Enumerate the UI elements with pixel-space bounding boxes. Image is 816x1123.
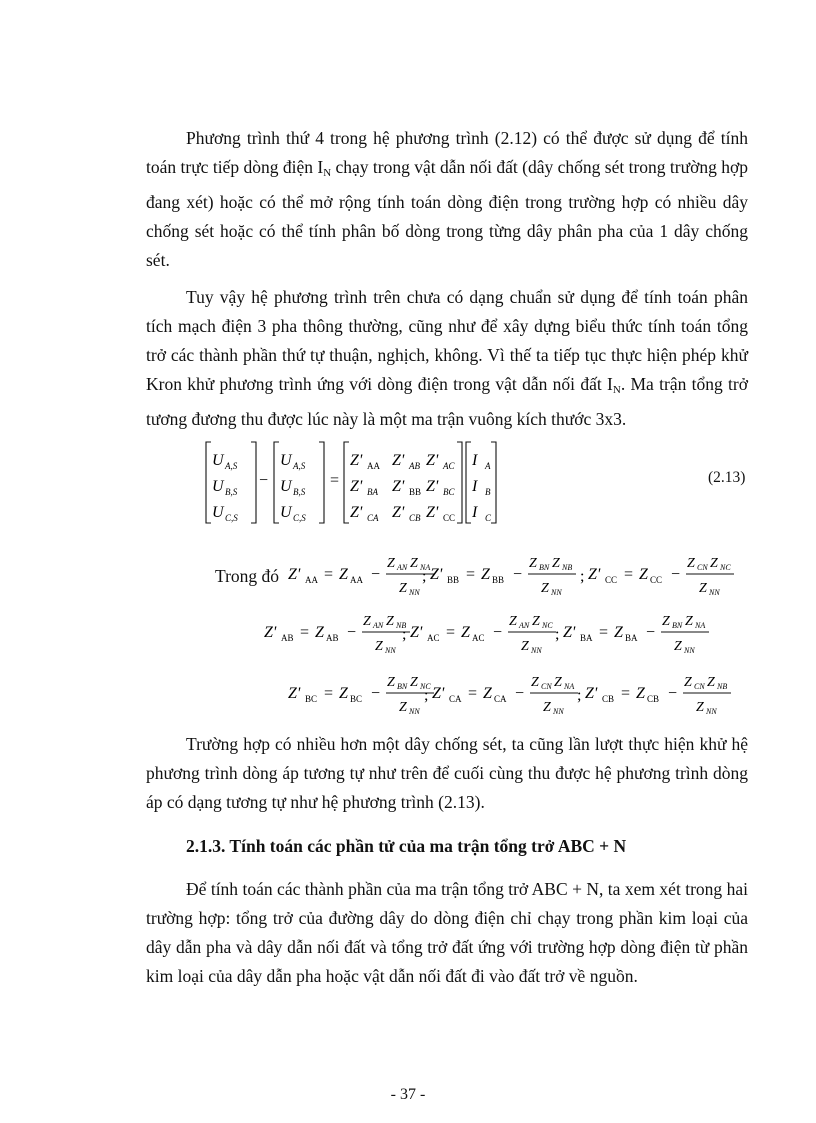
separator: ; xyxy=(424,687,429,704)
denominator-sub: NN xyxy=(684,646,695,655)
where-label: Trong đó xyxy=(215,566,280,586)
formula-lhs-subscript: BB xyxy=(447,575,460,585)
equals-sign: = xyxy=(446,624,456,641)
matrix-entry: Z' xyxy=(426,504,439,521)
matrix-entry: Z' xyxy=(392,452,405,469)
vector-entry: U xyxy=(212,478,224,495)
formula-bc xyxy=(288,675,434,716)
formula-lhs: Z' xyxy=(288,566,301,583)
numerator-z1: Z xyxy=(662,614,670,629)
paragraph-4: Để tính toán các thành phần của ma trận tổng trở ABC + N, ta xem xét trong hai trường hợp: tổng trở của đường dây do dòng điện chỉ chạy trong phần kim loại của dây dẫn pha và dây dẫn nối đất và tổng trở đất ứng với trường hợp dòng điện từ phần kim loại của dây dẫn pha hoặc vật dẫn nối đất đi vào đất trở về nguồn. xyxy=(146,879,748,986)
denominator-sub: NN xyxy=(409,588,420,597)
matrix-subscript: CC xyxy=(443,513,456,523)
formula-lhs: Z' xyxy=(410,624,423,641)
numerator-sub1: CN xyxy=(697,563,708,572)
formula-z-subscript: CB xyxy=(647,694,660,704)
formula-z-subscript: CC xyxy=(650,575,663,585)
vector-entry: I xyxy=(472,504,478,521)
formula-z: Z xyxy=(461,624,470,641)
numerator-z1: Z xyxy=(684,675,692,690)
numerator-z2: Z xyxy=(710,556,718,571)
denominator-z: Z xyxy=(541,581,549,596)
formula-z: Z xyxy=(614,624,623,641)
denominator-z: Z xyxy=(399,700,407,715)
numerator-z1: Z xyxy=(531,675,539,690)
formula-cb xyxy=(577,675,731,716)
formula-lhs-subscript: AC xyxy=(427,633,440,643)
vector-subscript: C xyxy=(485,513,492,523)
denominator-z: Z xyxy=(399,581,407,596)
matrix-subscript: AA xyxy=(367,461,380,471)
vector-subscript: C,S xyxy=(225,513,238,523)
formula-lhs-subscript: AB xyxy=(281,633,294,643)
vector-subscript: C,S xyxy=(293,513,306,523)
vector-entry: U xyxy=(280,452,292,469)
numerator-z2: Z xyxy=(552,556,560,571)
denominator-sub: NN xyxy=(531,646,542,655)
formula-ac xyxy=(402,614,556,655)
minus-sign: − xyxy=(671,566,681,583)
separator: ; xyxy=(402,626,407,643)
numerator-z2: Z xyxy=(532,614,540,629)
matrix-subscript: AC xyxy=(443,461,455,471)
denominator-z: Z xyxy=(375,639,383,654)
numerator-sub1: BN xyxy=(672,621,683,630)
numerator-z1: Z xyxy=(387,556,395,571)
numerator-sub2: NB xyxy=(717,682,728,691)
denominator-sub: NN xyxy=(551,588,562,597)
equals-sign: = xyxy=(466,566,476,583)
formula-bb xyxy=(422,556,576,597)
paragraph-2: Tuy vậy hệ phương trình trên chưa có dạng chuẩn sử dụng để tính toán phân tích mạch điện 3 pha thông thường, cũng như để xây dựng biểu thức tính toán tổng trở các thành phần thứ tự thuận, nghịch, không. Vì thế ta tiếp tục thực hiện phép khử Kron khử phương trình ứng với dòng điện trong vật dẫn nối đất $I_N$. Ma trận tổng trở tương đương thu được lúc này là một ma trận vuông kích thước 3x3. xyxy=(146,287,748,429)
formula-lhs: Z' xyxy=(585,685,598,702)
numerator-z1: Z xyxy=(529,556,537,571)
vector-entry: U xyxy=(280,478,292,495)
minus-sign: − xyxy=(347,624,357,641)
numerator-sub1: CN xyxy=(541,682,552,691)
formula-ba xyxy=(555,614,709,655)
numerator-z2: Z xyxy=(685,614,693,629)
numerator-z2: Z xyxy=(410,675,418,690)
numerator-sub1: AN xyxy=(397,563,408,572)
section-heading: 2.1.3. Tính toán các phần tử của ma trận tổng trở ABC + N xyxy=(186,836,627,856)
denominator-z: Z xyxy=(543,700,551,715)
formula-lhs-subscript: CA xyxy=(449,694,462,704)
minus-sign: − xyxy=(513,566,523,583)
minus-sign: − xyxy=(493,624,503,641)
matrix-entry: Z' xyxy=(350,452,363,469)
formula-z-subscript: BB xyxy=(492,575,505,585)
denominator-z: Z xyxy=(699,581,707,596)
formula-lhs: Z' xyxy=(588,566,601,583)
formula-lhs: Z' xyxy=(432,685,445,702)
denominator-sub: NN xyxy=(409,707,420,716)
formula-z-subscript: BA xyxy=(625,633,638,643)
vector-subscript: A xyxy=(485,461,491,471)
numerator-sub2: NA xyxy=(420,563,431,572)
equals-sign: = xyxy=(330,472,340,489)
minus-sign: − xyxy=(371,566,381,583)
matrix-subscript: BA xyxy=(367,487,378,497)
denominator-z: Z xyxy=(521,639,529,654)
numerator-sub2: NB xyxy=(562,563,573,572)
equals-sign: = xyxy=(468,685,478,702)
formula-z: Z xyxy=(315,624,324,641)
matrix-entry: Z' xyxy=(426,452,439,469)
vector-subscript: B xyxy=(485,487,491,497)
formula-z-subscript: AA xyxy=(350,575,363,585)
formula-z-subscript: AB xyxy=(326,633,339,643)
numerator-sub2: NB xyxy=(396,621,407,630)
matrix-subscript: BC xyxy=(443,487,455,497)
formula-lhs-subscript: AA xyxy=(305,575,318,585)
numerator-z1: Z xyxy=(387,675,395,690)
equals-sign: = xyxy=(324,566,334,583)
matrix-subscript: BB xyxy=(409,487,422,497)
formula-lhs-subscript: BA xyxy=(580,633,593,643)
numerator-sub1: CN xyxy=(694,682,705,691)
equals-sign: = xyxy=(300,624,310,641)
formula-z: Z xyxy=(481,566,490,583)
denominator-sub: NN xyxy=(385,646,396,655)
formula-lhs: Z' xyxy=(563,624,576,641)
numerator-sub1: AN xyxy=(519,621,530,630)
numerator-sub2: NC xyxy=(720,563,731,572)
numerator-sub2: NA xyxy=(564,682,575,691)
formula-lhs: Z' xyxy=(264,624,277,641)
page-number: - 37 - xyxy=(390,1086,426,1103)
vector-subscript: A,S xyxy=(293,461,306,471)
formula-z: Z xyxy=(483,685,492,702)
vector-subscript: B,S xyxy=(293,487,306,497)
separator: ; xyxy=(555,626,560,643)
formula-ca xyxy=(424,675,578,716)
denominator-sub: NN xyxy=(706,707,717,716)
vector-entry: U xyxy=(212,504,224,521)
paragraph-1: Phương trình thứ 4 trong hệ phương trình (2.12) có thể được sử dụng để tính toán trực tiếp dòng điện $I_N$ chạy trong vật dẫn nối đất (dây chống sét trong trường hợp đang xét) hoặc có thể mở rộng tính toán dòng điện trong trường hợp có nhiều dây chống sét hoặc có thể tính phân bố dòng trong từng dây phân pha của 1 dây chống sét. xyxy=(146,128,748,270)
numerator-sub1: BN xyxy=(397,682,408,691)
formula-lhs-subscript: BC xyxy=(305,694,318,704)
numerator-sub2: NC xyxy=(542,621,553,630)
denominator-sub: NN xyxy=(709,588,720,597)
vector-entry: U xyxy=(212,452,224,469)
equals-sign: = xyxy=(621,685,631,702)
formula-z: Z xyxy=(639,566,648,583)
formula-lhs-subscript: CC xyxy=(605,575,618,585)
separator: ; xyxy=(422,568,427,585)
separator: ; xyxy=(580,568,585,585)
numerator-sub1: AN xyxy=(373,621,384,630)
vector-subscript: B,S xyxy=(225,487,238,497)
equation-number: (2.13) xyxy=(708,469,746,486)
formula-z-subscript: AC xyxy=(472,633,485,643)
denominator-sub: NN xyxy=(553,707,564,716)
numerator-z1: Z xyxy=(363,614,371,629)
matrix-entry: Z' xyxy=(350,504,363,521)
equals-sign: = xyxy=(324,685,334,702)
separator: ; xyxy=(577,687,582,704)
matrix-entry: Z' xyxy=(392,478,405,495)
numerator-sub1: BN xyxy=(539,563,550,572)
formula-lhs-subscript: CB xyxy=(602,694,615,704)
numerator-z1: Z xyxy=(687,556,695,571)
numerator-sub2: NA xyxy=(695,621,706,630)
minus-sign: − xyxy=(515,685,525,702)
formula-z-subscript: BC xyxy=(350,694,363,704)
numerator-z2: Z xyxy=(410,556,418,571)
matrix-subscript: CB xyxy=(409,513,421,523)
formula-lhs: Z' xyxy=(288,685,301,702)
vector-entry: U xyxy=(280,504,292,521)
minus-sign: − xyxy=(668,685,678,702)
denominator-z: Z xyxy=(674,639,682,654)
formula-z: Z xyxy=(339,685,348,702)
formula-aa xyxy=(288,556,434,597)
formula-z: Z xyxy=(339,566,348,583)
formula-ab xyxy=(264,614,410,655)
equals-sign: = xyxy=(599,624,609,641)
matrix-entry: Z' xyxy=(350,478,363,495)
numerator-z2: Z xyxy=(554,675,562,690)
denominator-z: Z xyxy=(696,700,704,715)
matrix-subscript: AB xyxy=(409,461,420,471)
equals-sign: = xyxy=(624,566,634,583)
matrix-entry: Z' xyxy=(392,504,405,521)
minus-sign: − xyxy=(371,685,381,702)
paragraph-3: Trường hợp có nhiều hơn một dây chống sét, ta cũng lần lượt thực hiện khử hệ phương trình dòng áp tương tự như trên để cuối cùng thu được hệ phương trình dòng áp có dạng tương tự như hệ phương trình (2.13). xyxy=(146,734,748,812)
formula-z: Z xyxy=(636,685,645,702)
matrix-entry: Z' xyxy=(426,478,439,495)
numerator-z1: Z xyxy=(509,614,517,629)
formula-cc xyxy=(580,556,734,597)
matrix-subscript: CA xyxy=(367,513,379,523)
numerator-z2: Z xyxy=(707,675,715,690)
minus-sign: − xyxy=(259,472,269,489)
vector-entry: I xyxy=(472,478,478,495)
minus-sign: − xyxy=(646,624,656,641)
vector-subscript: A,S xyxy=(225,461,238,471)
vector-entry: I xyxy=(472,452,478,469)
numerator-z2: Z xyxy=(386,614,394,629)
formula-z-subscript: CA xyxy=(494,694,507,704)
numerator-sub2: NC xyxy=(420,682,431,691)
formula-lhs: Z' xyxy=(430,566,443,583)
